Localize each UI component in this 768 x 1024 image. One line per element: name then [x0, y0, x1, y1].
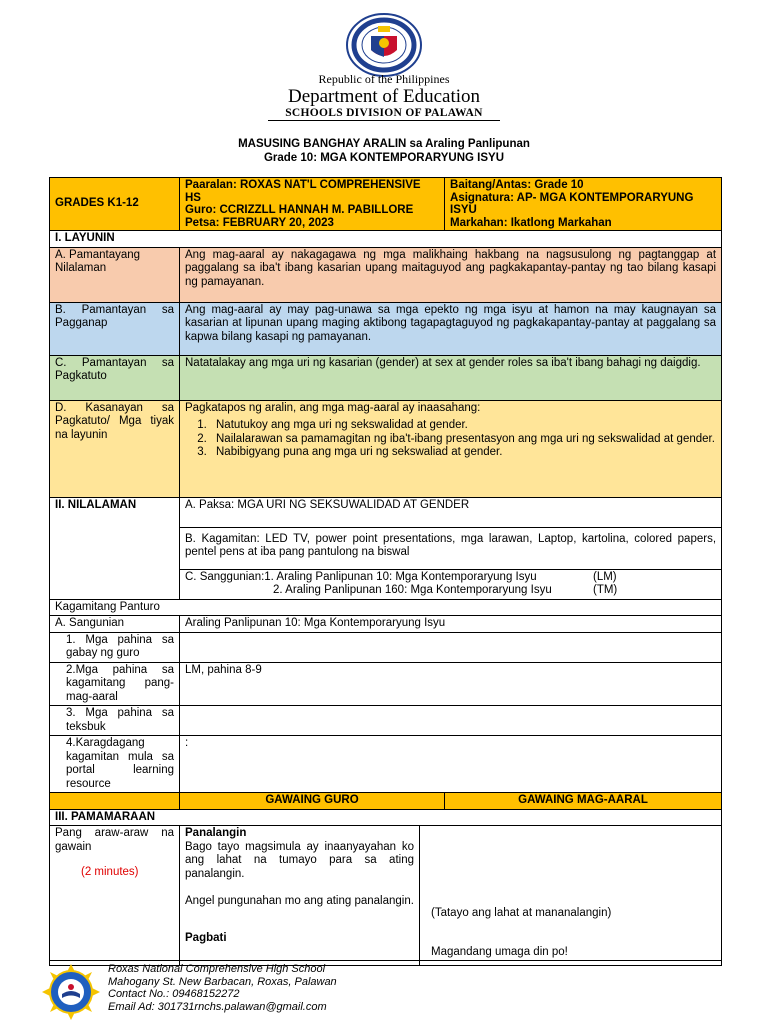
gabay-guro-value	[180, 632, 722, 662]
sanggunian-2: 2. Araling Panlipunan 160: Mga Kontemporaryung Isyu (TM)	[273, 584, 618, 596]
lesson-plan-title: MASUSING BANGHAY ARALIN sa Araling Panlipunan	[238, 138, 530, 150]
mag-aaral-greeting: Magandang umaga din po!	[431, 945, 568, 958]
kasanayan-label: D. Kasanayan sa Pagkatuto/ Mga tiyak na layunin	[50, 400, 180, 497]
pamantayan-pagganap-text: Ang mag-aaral ay may pag-unawa sa mga epekto ng mga isyu at hamon na may kaugnayan sa kasarian at lipunan upang maging aktibong tagapagtaguyod ng pagkakapantay-pantay at paggalang sa kapwa bilang kasapi ng pamayanan.	[180, 302, 722, 355]
footer-email: Email Ad: 301731rnchs.palawan@gmail.com	[108, 1000, 327, 1013]
footer-divider	[49, 960, 721, 961]
school-name: Paaralan: ROXAS NAT'L COMPREHENSIVE HS	[185, 179, 421, 204]
mag-aaral-activity-cell	[420, 826, 722, 966]
kagamitang-heading: Kagamitang Panturo	[50, 599, 722, 616]
footer-address: Mahogany St. New Barbacan, Roxas, Palawan	[108, 975, 337, 988]
duration-label: (2 minutes)	[81, 866, 139, 878]
subject: Asignatura: AP- MGA KONTEMPORARYUNG ISYU	[450, 191, 694, 216]
kagamitang-mag-aaral-label: 2.Mga pahina sa kagamitang pang-mag-aaral	[50, 662, 180, 706]
footer-phone: Contact No.: 09468152272	[108, 988, 240, 1001]
nilalaman-heading: II. NILALAMAN	[50, 497, 180, 599]
pagbati-label: Pagbati	[185, 931, 227, 944]
school-info-cell	[180, 178, 445, 231]
grades-cell: GRADES K1-12	[50, 178, 180, 231]
grade-level: Baitang/Antas: Grade 10	[450, 179, 584, 191]
deped-seal-icon	[345, 12, 423, 78]
department-label: Department of Education	[287, 86, 481, 107]
list-item: 3. Nabibigyang puna ang mga uri ng sekswaliad at gender.	[210, 446, 716, 460]
objectives-list	[185, 419, 716, 460]
sanggunian-1: C. Sanggunian:1. Araling Panlipunan 10: Mga Kontemporaryung Isyu (LM)	[185, 570, 617, 583]
araw-araw-cell	[50, 826, 180, 966]
blank-header-cell	[50, 793, 180, 810]
guro-activity-cell	[180, 826, 420, 966]
teksbuk-label: 3. Mga pahina sa teksbuk	[50, 706, 180, 736]
gawaing-guro-header: GAWAING GURO	[180, 793, 445, 810]
panalangin-label: Panalangin	[185, 827, 247, 839]
pamantayang-nilalaman-text: Ang mag-aaral ay nakagagawa ng mga malikhaing hakbang na nagsusulong ng pagtanggap at paggalang sa iba't ibang kasarian upang maitaguyod ang pagkakapantay-pantay ng tao bilang kasapi ng pamayanan.	[180, 247, 722, 302]
kasanayan-cell	[180, 400, 722, 497]
list-item: 2. Nailalarawan sa pamamagitan ng iba't-ibang presentasyon ang mga uri ng sekswalidad at gender.	[210, 433, 716, 447]
portal-resource-value: :	[180, 736, 722, 793]
list-item: 1. Natutukoy ang mga uri ng sekswalidad at gender.	[210, 419, 716, 433]
pamamaraan-heading: III. PAMAMARAAN	[50, 809, 722, 826]
gabay-guro-label: 1. Mga pahina sa gabay ng guro	[50, 632, 180, 662]
division-label: SCHOOLS DIVISION OF PALAWAN	[285, 107, 483, 119]
school-logo-icon	[42, 964, 100, 1020]
pamantayan-pagkatuto-label: C. Pamantayan sa Pagkatuto	[50, 355, 180, 400]
pamantayan-pagganap-label: B. Pamantayan sa Pagganap	[50, 302, 180, 355]
lesson-plan-subtitle: Grade 10: MGA KONTEMPORARYUNG ISYU	[263, 152, 505, 164]
sanggunian-cell	[180, 569, 722, 599]
lesson-date: Petsa: FEBRUARY 20, 2023	[185, 216, 334, 229]
footer-school: Roxas National Comprehensive High School	[108, 963, 326, 975]
araw-araw-label: Pang araw-araw na gawain	[55, 827, 174, 853]
header-divider	[268, 120, 500, 121]
teacher-name: Guro: CCRIZZLL HANNAH M. PABILLORE	[185, 204, 414, 216]
kagamitang-mag-aaral-value: LM, pahina 8-9	[180, 662, 722, 706]
paksa-text: A. Paksa: MGA URI NG SEKSUWALIDAD AT GENDER	[180, 497, 722, 527]
teksbuk-value	[180, 706, 722, 736]
quarter: Markahan: Ikatlong Markahan	[450, 216, 612, 229]
sangunian-label: A. Sangunian	[50, 616, 180, 633]
portal-resource-label: 4.Karagdagang kagamitan mula sa portal learning resource	[50, 736, 180, 793]
kagamitan-text: B. Kagamitan: LED TV, power point presentations, mga larawan, Laptop, kartolina, colored papers, pentel pens at iba pang pantulong na biswal	[180, 527, 722, 569]
mag-aaral-prayer: (Tatayo ang lahat at mananalangin)	[431, 907, 612, 919]
gawaing-mag-aaral-header: GAWAING MAG-AARAL	[445, 793, 722, 810]
kasanayan-intro: Pagkatapos ng aralin, ang mga mag-aaral ay inaasahang:	[185, 401, 481, 414]
sangunian-value: Araling Panlipunan 10: Mga Kontemporaryung Isyu	[180, 616, 722, 633]
guro-prayer-lead: Angel pungunahan mo ang ating panalangin.	[185, 895, 414, 907]
footer-contact	[108, 963, 337, 1013]
pamantayan-pagkatuto-text: Natatalakay ang mga uri ng kasarian (gender) at sex at gender roles sa iba't ibang bahagi ng daigdig.	[180, 355, 722, 400]
layunin-heading: I. LAYUNIN	[50, 231, 722, 248]
lesson-plan-table	[49, 177, 721, 966]
republic-label: Republic of the Philippines	[318, 72, 450, 86]
pamantayang-nilalaman-label: A. Pamantayang Nilalaman	[50, 247, 180, 302]
class-info-cell	[445, 178, 722, 231]
guro-prayer-text: Bago tayo magsimula ay inaanyayahan ko ang lahat na tumayo para sa ating panalangin.	[185, 840, 414, 880]
